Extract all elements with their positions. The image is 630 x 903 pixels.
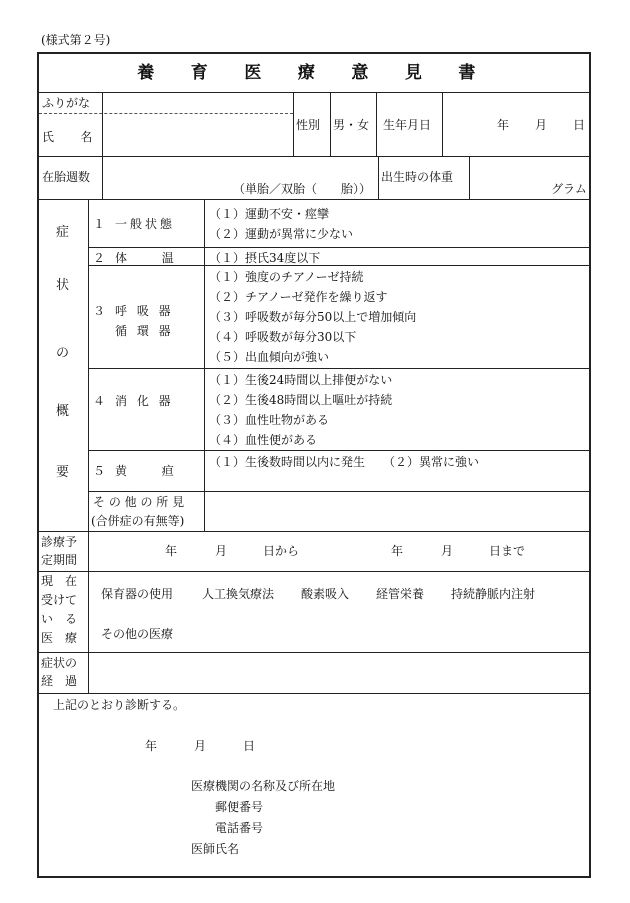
birthdate-label: 生年月日 [383, 118, 432, 132]
temperature-item[interactable]: （１）摂氏34度以下 [209, 251, 321, 265]
period-from-day: 日から [263, 544, 300, 558]
sex-options[interactable]: 男・女 [333, 118, 370, 132]
treatment-other[interactable]: その他の医療 [101, 627, 174, 641]
temperature-label: 体 温 [115, 251, 178, 265]
postal-label: 郵便番号 [215, 800, 264, 814]
period-to-year: 年 [391, 544, 404, 558]
rule [39, 113, 293, 114]
birthdate-day: 日 [573, 118, 586, 132]
period-to-day: 日まで [489, 544, 526, 558]
form-number: (様式第２号) [41, 33, 111, 47]
rule [469, 156, 470, 199]
diagnosis-year: 年 [145, 739, 158, 753]
rule [204, 199, 205, 531]
doctor-label: 医師氏名 [191, 842, 240, 856]
jaundice-label: 黄 疸 [115, 464, 178, 478]
rule [39, 156, 591, 157]
current-treatment-label: 受けて [41, 593, 78, 607]
respiratory-item[interactable]: （４）呼吸数が毎分30以下 [209, 330, 357, 344]
digestive-num: ４ [93, 394, 106, 408]
birth-weight-label: 出生時の体重 [381, 170, 454, 184]
institution-label: 医療機関の名称及び所在地 [191, 779, 336, 793]
respiratory-label: 呼 吸 器 [115, 304, 174, 318]
birth-type: （単胎／双胎（ 胎）） [233, 182, 372, 196]
sex-label: 性別 [296, 118, 321, 132]
diagnosis-day: 日 [243, 739, 256, 753]
temperature-num: ２ [93, 251, 106, 265]
other-findings-label: そ の 他 の 所 見 [93, 495, 185, 509]
digestive-label: 消 化 器 [115, 394, 174, 408]
treatment-period-label: 定期間 [41, 553, 78, 567]
progress-label: 経 過 [41, 674, 78, 688]
general-label: 一般状態 [115, 217, 176, 231]
rule [39, 199, 591, 200]
rule [39, 92, 591, 93]
respiratory-num: ３ [93, 304, 106, 318]
rule [39, 693, 591, 694]
digestive-item[interactable]: （２）生後48時間以上嘔吐が持続 [209, 393, 393, 407]
phone-label: 電話番号 [215, 821, 264, 835]
rule [88, 491, 591, 492]
general-item[interactable]: （１）運動不安・痙攣 [209, 207, 330, 221]
gestation-label: 在胎週数 [42, 170, 91, 184]
other-findings-sublabel: (合併症の有無等) [91, 514, 185, 528]
rule [293, 92, 294, 156]
respiratory-item[interactable]: （２）チアノーゼ発作を繰り返す [209, 290, 388, 304]
period-from-month: 月 [215, 544, 228, 558]
name-label: 氏 名 [42, 130, 100, 144]
rule [330, 92, 331, 156]
rule [88, 368, 591, 369]
general-num: １ [93, 217, 106, 231]
current-treatment-label: 医 療 [41, 631, 78, 645]
diagnosis-statement: 上記のとおり診断する。 [53, 698, 186, 712]
rule [88, 450, 591, 451]
respiratory-item[interactable]: （３）呼吸数が毎分50以上で増加傾向 [209, 310, 417, 324]
rule [442, 92, 443, 156]
rule [102, 92, 103, 199]
treatment-option-ventilation[interactable]: 人工換気療法 [202, 587, 275, 601]
symptoms-char: 概 [56, 404, 70, 419]
gram-unit: グラム [551, 182, 587, 196]
rule [88, 247, 591, 248]
current-treatment-label: い る [41, 612, 78, 626]
form-title: 養 育 医 療 意 見 書 [137, 63, 491, 83]
current-treatment-label: 現 在 [41, 574, 78, 588]
general-item[interactable]: （２）運動が異常に少ない [209, 227, 354, 241]
symptoms-char: 症 [56, 225, 70, 240]
diagnosis-month: 月 [194, 739, 207, 753]
period-from-year: 年 [165, 544, 178, 558]
treatment-option-iv[interactable]: 持続静脈内注射 [451, 587, 536, 601]
rule [376, 92, 377, 156]
opinion-form [37, 52, 591, 878]
period-to-month: 月 [441, 544, 454, 558]
rule [88, 199, 89, 693]
rule [39, 652, 591, 653]
rule [39, 531, 591, 532]
jaundice-num: ５ [93, 464, 106, 478]
treatment-option-oxygen[interactable]: 酸素吸入 [301, 587, 350, 601]
furigana-label: ふりがな [42, 96, 91, 110]
treatment-option-tube-feeding[interactable]: 経管栄養 [376, 587, 425, 601]
symptoms-char: 要 [56, 465, 70, 480]
symptoms-char: の [56, 346, 70, 361]
rule [39, 571, 591, 572]
birthdate-month: 月 [535, 118, 548, 132]
circulatory-label: 循 環 器 [115, 324, 174, 338]
birthdate-year: 年 [497, 118, 510, 132]
symptoms-char: 状 [56, 278, 70, 293]
treatment-option-incubator[interactable]: 保育器の使用 [101, 587, 174, 601]
rule [378, 156, 379, 199]
jaundice-item[interactable]: （１）生後数時間以内に発生 （２）異常に強い [209, 455, 480, 469]
respiratory-item[interactable]: （１）強度のチアノーゼ持続 [209, 270, 364, 284]
digestive-item[interactable]: （１）生後24時間以上排便がない [209, 373, 393, 387]
digestive-item[interactable]: （３）血性吐物がある [209, 413, 330, 427]
progress-label: 症状の [41, 656, 78, 670]
digestive-item[interactable]: （４）血性便がある [209, 433, 318, 447]
treatment-period-label: 診療予 [41, 535, 78, 549]
respiratory-item[interactable]: （５）出血傾向が強い [209, 350, 330, 364]
